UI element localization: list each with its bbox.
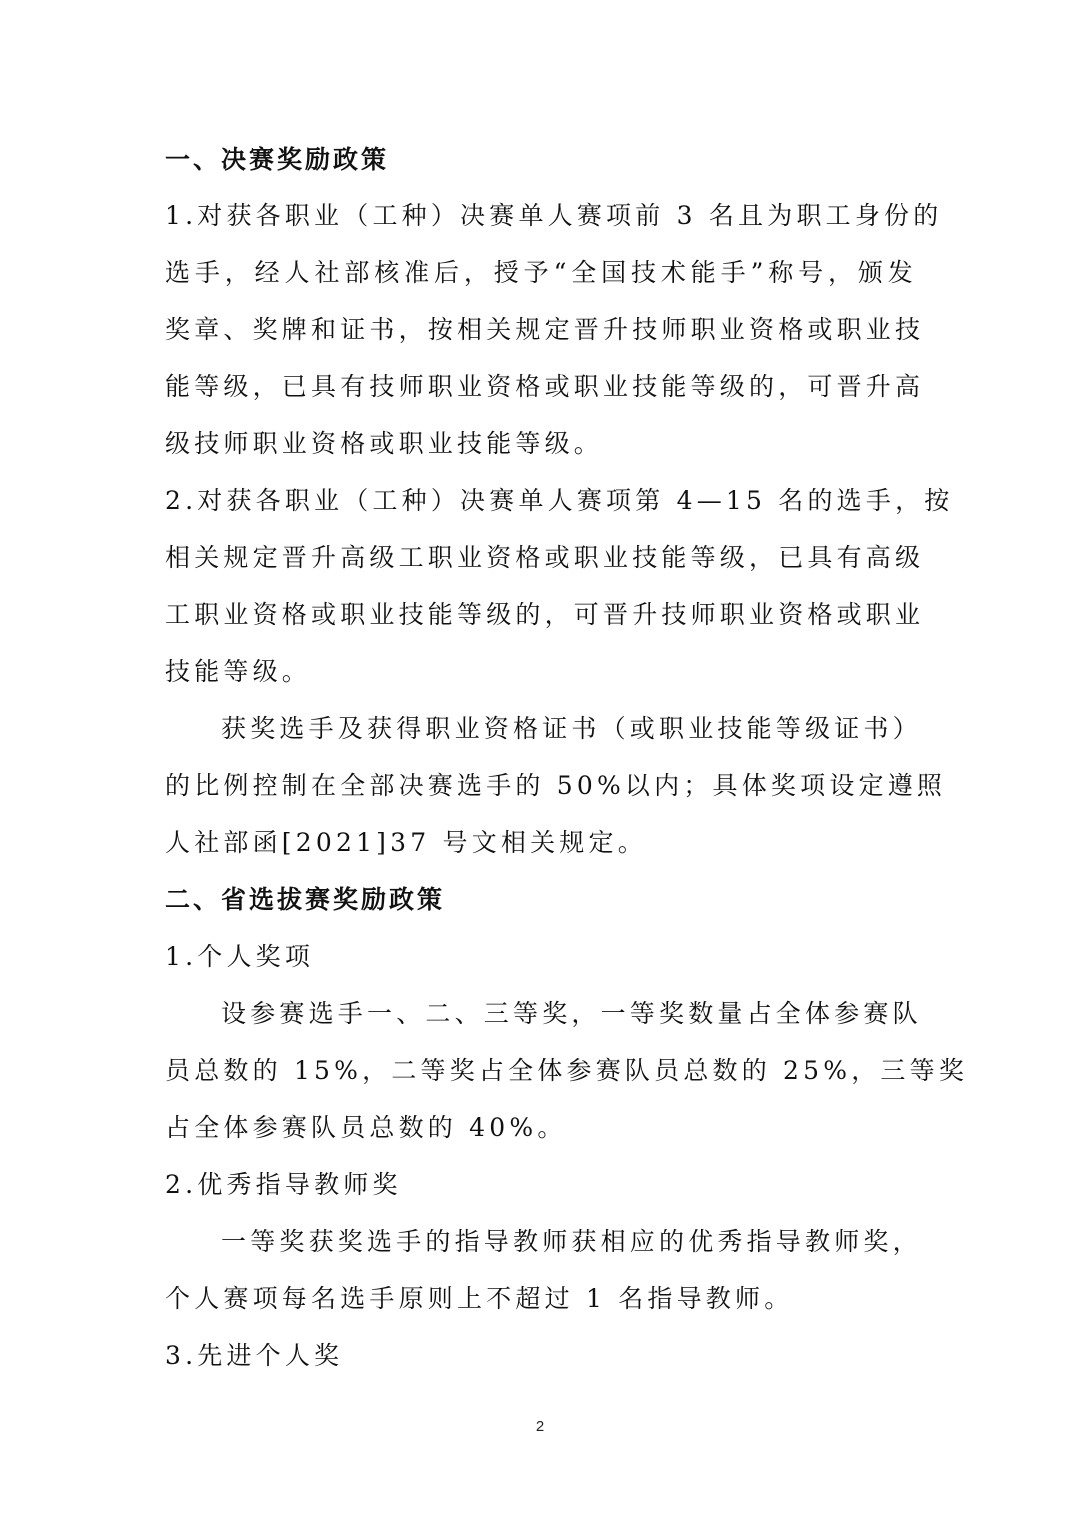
- paragraph-line: 一等奖获奖选手的指导教师获相应的优秀指导教师奖，: [221, 1227, 922, 1256]
- subheading-advanced-individual-award: 3.先进个人奖: [165, 1341, 344, 1370]
- paragraph-line: 选手，经人社部核准后，授予“全国技术能手”称号，颁发: [165, 258, 917, 287]
- paragraph-line: 员总数的 15%，二等奖占全体参赛队员总数的 25%，三等奖: [165, 1056, 969, 1085]
- paragraph-line: 能等级，已具有技师职业资格或职业技能等级的，可晋升高: [165, 372, 925, 401]
- paragraph-line: 个人赛项每名选手原则上不超过 1 名指导教师。: [165, 1284, 794, 1313]
- page-number: 2: [535, 1418, 545, 1435]
- section-heading-final-rewards: 一、决赛奖励政策: [165, 145, 390, 174]
- paragraph-line: 技能等级。: [165, 657, 312, 686]
- paragraph-line: 的比例控制在全部决赛选手的 50%以内；具体奖项设定遵照: [165, 771, 947, 800]
- paragraph-line: 占全体参赛队员总数的 40%。: [165, 1113, 567, 1142]
- section-heading-provincial-rewards: 二、省选拔赛奖励政策: [165, 885, 446, 914]
- subheading-individual-awards: 1.个人奖项: [165, 942, 315, 971]
- paragraph-line: 设参赛选手一、二、三等奖，一等奖数量占全体参赛队: [221, 999, 922, 1028]
- paragraph-line: 相关规定晋升高级工职业资格或职业技能等级，已具有高级: [165, 543, 925, 572]
- subheading-excellent-instructor-award: 2.优秀指导教师奖: [165, 1170, 402, 1199]
- paragraph-line: 获奖选手及获得职业资格证书（或职业技能等级证书）: [221, 714, 922, 743]
- paragraph-line: 工职业资格或职业技能等级的，可晋升技师职业资格或职业: [165, 600, 925, 629]
- paragraph-line: 级技师职业资格或职业技能等级。: [165, 429, 604, 458]
- paragraph-line: 1.对获各职业（工种）决赛单人赛项前 3 名且为职工身份的: [165, 201, 943, 230]
- paragraph-line: 奖章、奖牌和证书，按相关规定晋升技师职业资格或职业技: [165, 315, 925, 344]
- paragraph-line: 2.对获各职业（工种）决赛单人赛项第 4—15 名的选手，按: [165, 486, 954, 515]
- paragraph-line: 人社部函[2021]37 号文相关规定。: [165, 828, 647, 857]
